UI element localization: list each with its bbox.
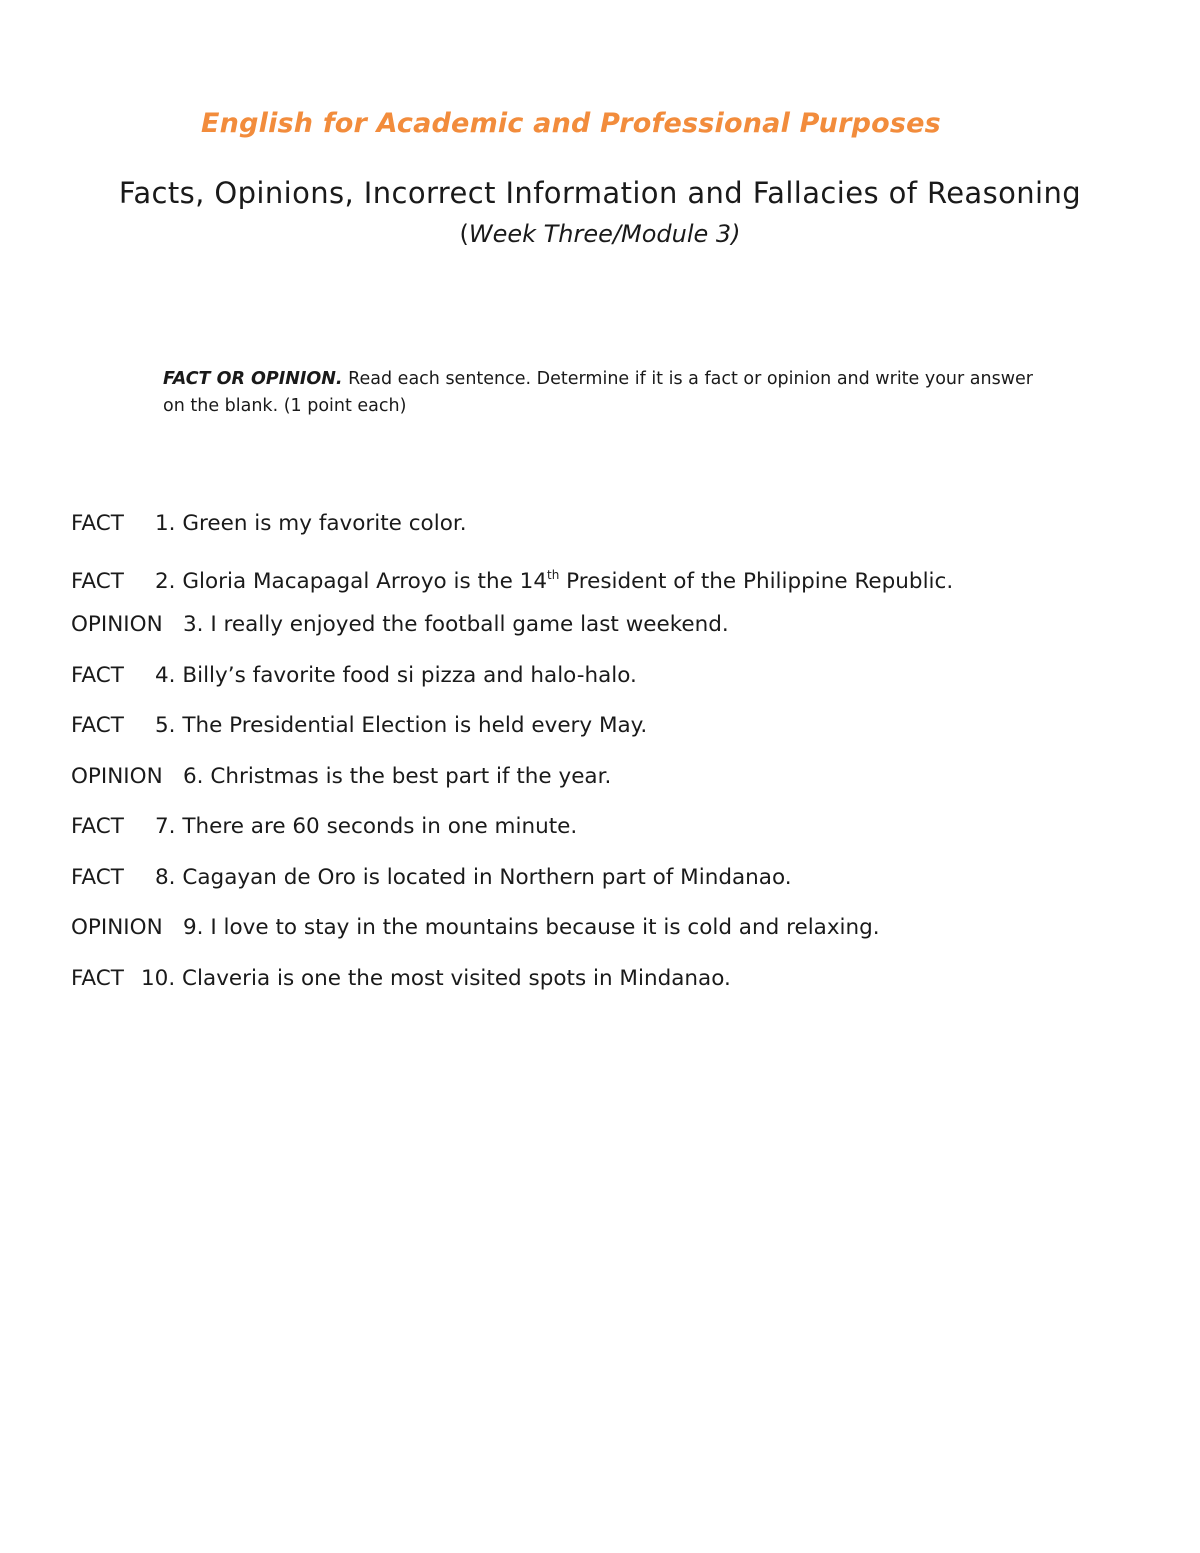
list-item <box>71 609 1131 660</box>
answer: OPINION <box>71 763 163 789</box>
item-sentence: I love to stay in the mountains because it is cold and relaxing. <box>210 915 880 940</box>
lesson-title: Facts, Opinions, Incorrect Information and Fallacies of Reasoning <box>118 176 1082 210</box>
item-number: 10. <box>141 965 176 991</box>
item-sentence: Billy’s favorite food si pizza and halo-halo. <box>182 662 637 688</box>
item-sentence: Christmas is the best part if the year. <box>210 763 612 789</box>
item-sentence: There are 60 seconds in one minute. <box>182 814 578 839</box>
item-sentence: Claveria is one the most visited spots in Mindanao. <box>182 965 731 991</box>
item-number: 2. <box>155 568 176 594</box>
answer: OPINION <box>71 915 163 940</box>
answer: FACT <box>71 713 124 738</box>
instructions <box>163 366 1043 420</box>
answer: FACT <box>71 864 124 890</box>
list-item <box>71 660 1131 711</box>
answer: OPINION <box>71 612 163 637</box>
subtitle-open-paren: ( <box>459 220 469 248</box>
item-number: 5. <box>155 713 176 738</box>
item-sentence: The Presidential Election is held every May. <box>182 713 648 738</box>
item-number: 9. <box>183 915 204 940</box>
list-item <box>71 811 1131 862</box>
answer: FACT <box>71 965 124 991</box>
item-number: 7. <box>155 814 176 839</box>
list-item <box>71 508 1131 559</box>
answer: FACT <box>71 814 124 839</box>
list-item <box>71 862 1131 913</box>
instructions-text: Read each sentence. Determine if it is a fact or opinion and write your answer on the blank. (1 point each) <box>163 369 1033 416</box>
answer: FACT <box>71 568 124 594</box>
list-item <box>71 963 1131 1014</box>
answer-list <box>71 508 1131 1013</box>
item-sentence-before: Gloria Macapagal Arroyo is the 14 <box>182 568 548 594</box>
lesson-subtitle <box>0 220 1200 248</box>
item-number: 1. <box>155 511 176 536</box>
list-item <box>71 912 1131 963</box>
item-sentence: I really enjoyed the football game last weekend. <box>210 612 729 637</box>
subtitle-week: Week Three/Module 3) <box>468 220 741 248</box>
item-sentence: Green is my favorite color. <box>182 511 467 536</box>
item-sentence: Cagayan de Oro is located in Northern part of Mindanao. <box>182 864 792 890</box>
answer: FACT <box>71 511 124 536</box>
instructions-label: FACT OR OPINION. <box>163 369 343 389</box>
item-number: 8. <box>155 864 176 890</box>
item-number: 6. <box>183 763 204 789</box>
item-number: 4. <box>155 662 176 688</box>
item-sentence-after: President of the Philippine Republic. <box>559 568 954 594</box>
list-item <box>71 710 1131 761</box>
list-item <box>71 559 1131 610</box>
course-title: English for Academic and Professional Purposes <box>201 108 941 139</box>
list-item <box>71 761 1131 812</box>
ordinal-superscript: th <box>547 567 560 582</box>
item-number: 3. <box>183 612 204 637</box>
answer: FACT <box>71 662 124 688</box>
